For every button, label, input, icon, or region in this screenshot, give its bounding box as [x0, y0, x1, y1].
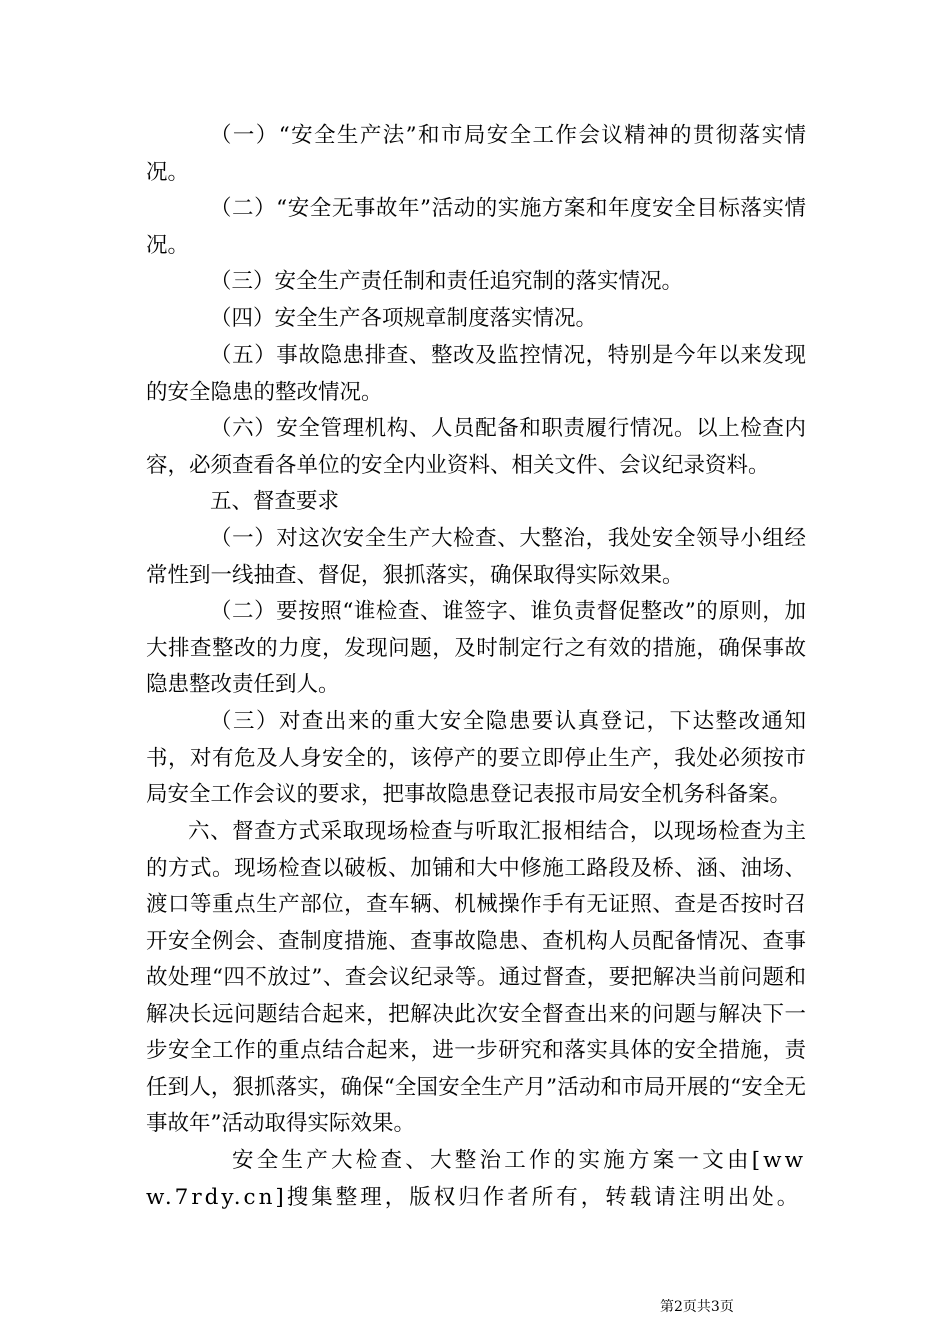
paragraph-6: （六）安全管理机构、人员配备和职责履行情况。以上检查内容，必须查看各单位的安全内业资料、相关文件、会议纪录资料。 [146, 416, 806, 478]
paragraph-3: （三）安全生产责任制和责任追究制的落实情况。 [210, 269, 684, 294]
paragraph-4: （四）安全生产各项规章制度落实情况。 [210, 306, 598, 331]
paragraph-7: （一）对这次安全生产大检查、大整治，我处安全领导小组经常性到一线抽查、督促，狠抓落实，确保取得实际效果。 [146, 526, 806, 588]
source-note: 安全生产大检查、大整治工作的实施方案一文由[www.7rdy.cn]搜集整理，版权归作者所有，转载请注明出处。 [146, 1148, 806, 1210]
section-heading-5: 五、督查要求 [210, 489, 340, 514]
paragraph-5: （五）事故隐患排查、整改及监控情况，特别是今年以来发现的安全隐患的整改情况。 [146, 343, 806, 405]
paragraph-2: （二）“安全无事故年”活动的实施方案和年度安全目标落实情况。 [146, 196, 806, 258]
page-number: 第2页共3页 [660, 1299, 734, 1315]
paragraph-1: （一）“安全生产法”和市局安全工作会议精神的贯彻落实情况。 [146, 123, 806, 185]
paragraph-10: 六、督查方式采取现场检查与听取汇报相结合，以现场检查为主的方式。现场检查以破板、加铺和大中修施工路段及桥、涵、油场、渡口等重点生产部位，查车辆、机械操作手有无证照、查是否按时召开安全例会、查制度措施、查事故隐患、查机构人员配备情况、查事故处理“四不放过”、查会议纪录等。通过督查，要把解决当前问题和解决长远问题结合起来，把解决此次安全督查出来的问题与解决下一步安全工作的重点结合起来，进一步研究和落实具体的安全措施，责任到人，狠抓落实，确保“全国安全生产月”活动和市局开展的“安全无事故年”活动取得实际效果。 [146, 819, 806, 1136]
paragraph-9: （三）对查出来的重大安全隐患要认真登记，下达整改通知书，对有危及人身安全的，该停产的要立即停止生产，我处必须按市局安全工作会议的要求，把事故隐患登记表报市局安全机务科备案。 [146, 709, 806, 807]
paragraph-8: （二）要按照“谁检查、谁签字、谁负责督促整改”的原则，加大排查整改的力度，发现问题，及时制定行之有效的措施，确保事故隐患整改责任到人。 [146, 599, 806, 697]
